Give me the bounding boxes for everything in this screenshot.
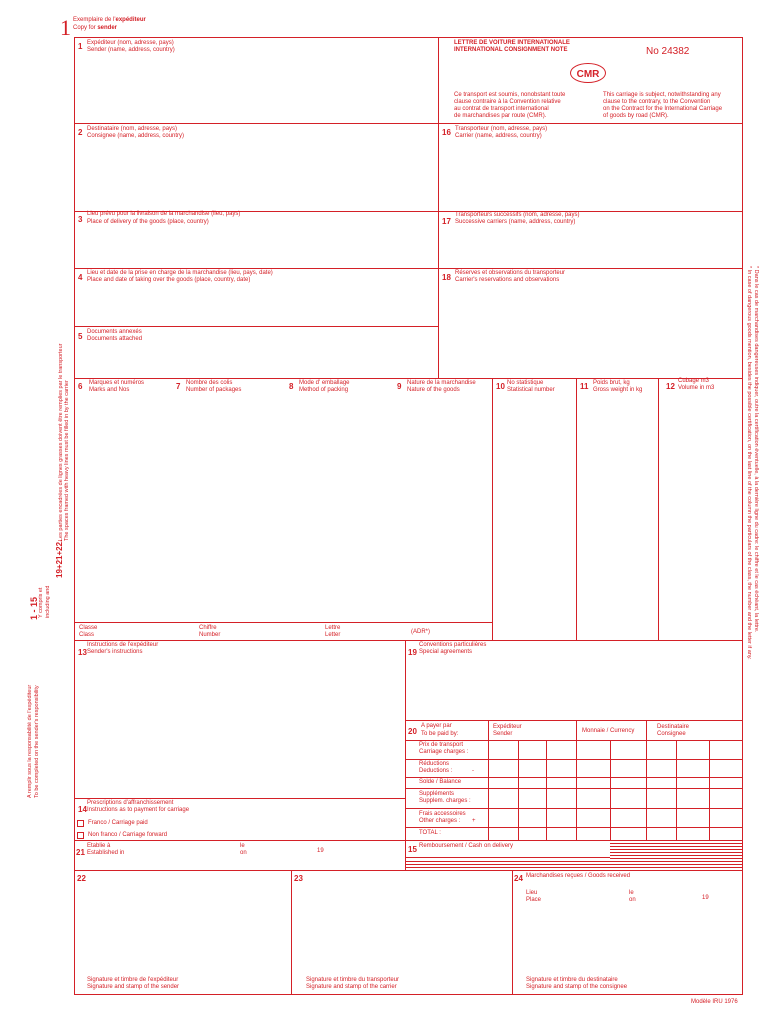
- adr-classe: Classe: [79, 625, 98, 631]
- box14-label-fr: Prescriptions d'affranchissement: [87, 800, 174, 806]
- payment-grid-h3: [405, 788, 743, 789]
- payment-grid-v5: [610, 740, 611, 840]
- top-divider: [438, 37, 439, 378]
- line-b1-b2: [74, 123, 743, 124]
- box4-label-en: Place and date of taking over the goods (place, country, date): [87, 277, 251, 283]
- box23-sig-fr: Signature et timbre du transporteur: [306, 977, 400, 983]
- box7-label-fr: Nombre des colis: [186, 380, 233, 386]
- box15-number: 15: [408, 845, 417, 854]
- box24-on: on: [629, 897, 636, 903]
- box21-le: le: [240, 843, 245, 849]
- box7-number: 7: [176, 382, 181, 391]
- payment-grid-v3: [546, 740, 547, 840]
- payment-grid-h2: [405, 777, 743, 778]
- line-21-bottom: [74, 870, 743, 871]
- box24-sig-en: Signature and stamp of the consignee: [526, 984, 628, 990]
- mid-divider: [405, 640, 406, 870]
- box11-label-fr: Poids brut, kg: [593, 380, 630, 386]
- notice-fr-1: Ce transport est soumis, nonobstant toute: [454, 92, 566, 98]
- box2-label-fr: Destinataire (nom, adresse, pays): [87, 126, 178, 132]
- box21-on: on: [240, 850, 247, 856]
- box22-number: 22: [77, 874, 86, 883]
- cod-shading-8: [405, 864, 743, 865]
- payment-grid-h1: [405, 759, 743, 760]
- title-en: INTERNATIONAL CONSIGNMENT NOTE: [454, 47, 568, 53]
- notice-fr-4: de marchandises par route (CMR).: [454, 113, 547, 119]
- box12-label-fr: Cubage m3: [678, 378, 710, 384]
- goods-col-12: [658, 378, 659, 640]
- copy-label-fr-bold: expéditeur: [115, 17, 146, 23]
- payment-row-1-en: Carriage charges :: [419, 749, 469, 755]
- franco-label: Franco / Carriage paid: [88, 820, 148, 826]
- notice-en-3: on the Contract for the International Carriage: [603, 106, 723, 112]
- notice-en-2: clause to the contrary, to the Convention: [603, 99, 711, 105]
- cod-shading-4: [610, 852, 743, 853]
- box21-year: 19: [317, 848, 324, 854]
- payment-col-consignee-en: Consignee: [657, 731, 686, 737]
- payment-row-5-fr: Frais accessoires: [419, 811, 466, 817]
- box15-label: Remboursement / Cash on delivery: [419, 843, 514, 849]
- margin-left-1: A remplir sous la responsabilité de l'expéditeur: [27, 684, 33, 798]
- box24-title: Marchandises reçues / Goods received: [526, 873, 631, 879]
- payment-row-4-en: Supplem. charges :: [419, 798, 471, 804]
- box2-number: 2: [78, 128, 83, 137]
- cod-shading-7: [405, 861, 743, 862]
- box1-label-fr: Expéditeur (nom, adresse, pays): [87, 40, 174, 46]
- line-b3-b4: [74, 268, 743, 269]
- box24-le: le: [629, 890, 634, 896]
- box14-label-en: Instructions as to payment for carriage: [87, 807, 190, 813]
- box8-label-fr: Mode d' emballage: [299, 380, 350, 386]
- box17-label-en: Successive carriers (name, address, country): [455, 219, 576, 225]
- box16-number: 16: [442, 128, 451, 137]
- payment-grid-v4: [576, 720, 577, 840]
- cod-shading-1: [610, 843, 743, 844]
- notice-en-1: This carriage is subject, notwithstanding any: [603, 92, 721, 98]
- box2-label-en: Consignee (name, address, country): [87, 133, 185, 139]
- box12-number: 12: [666, 382, 675, 391]
- box16-label-fr: Transporteur (nom, adresse, pays): [455, 126, 548, 132]
- box9-number: 9: [397, 382, 402, 391]
- sig-divider-1: [291, 870, 292, 995]
- cmr-logo-text: CMR: [576, 69, 600, 80]
- adr-class: Class: [79, 632, 95, 638]
- box18-label-en: Carrier's reservations and observations: [455, 277, 560, 283]
- box17-number: 17: [442, 217, 451, 226]
- adr-number: Number: [199, 632, 221, 638]
- margin-left-3: Y compris et: [38, 587, 44, 618]
- notice-en-4: of goods by road (CMR).: [603, 113, 669, 119]
- box10-label-fr: No statistique: [507, 380, 544, 386]
- payment-grid-v7: [676, 740, 677, 840]
- copy-label-fr-prefix: Exemplaire de l': [73, 17, 116, 23]
- box3-label-fr: Lieu prévu pour la livraison de la marchandise (lieu, pays): [87, 211, 241, 217]
- box5-label-en: Documents attached: [87, 336, 143, 342]
- cod-shading-5: [610, 855, 743, 856]
- payment-col-currency: Monnaie / Currency: [582, 728, 635, 734]
- margin-left-bold: 19+21+22.: [55, 539, 64, 578]
- box18-label-fr: Réserves et observations du transporteur: [455, 270, 566, 276]
- margin-left-4: including and: [45, 585, 51, 618]
- payment-row-1-fr: Prix de transport: [419, 742, 464, 748]
- adr-chiffre: Chiffre: [199, 625, 217, 631]
- payment-row-3-fr: Solde / Balance: [419, 779, 462, 785]
- box6-number: 6: [78, 382, 83, 391]
- adr-label: (ADR*): [411, 629, 430, 635]
- box21-label-fr: Etablie à: [87, 843, 111, 849]
- payment-grid-h5: [405, 827, 743, 828]
- box19-label-en: Special agreements: [419, 649, 473, 655]
- payment-grid-v8: [709, 740, 710, 840]
- box3-number: 3: [78, 215, 83, 224]
- cod-shading-2: [610, 846, 743, 847]
- payment-row-2-en: Deductions :: [419, 768, 453, 774]
- margin-right-1: * Dans le cas de marchandises dangereuses indiquer, outre la certification éventuelle, à la dernière ligne du cadre: le chiffre et le cas échéant, la lettre.: [753, 266, 759, 633]
- box10-label-en: Statistical number: [507, 387, 555, 393]
- box11-number: 11: [580, 382, 589, 391]
- line-13-14: [74, 798, 405, 799]
- box5-number: 5: [78, 332, 83, 341]
- copy-label-en-bold: sender: [97, 25, 118, 31]
- margin-right-2: * In case of dangerous goods mention, besides the possible certification, on the last line of the column the particulars of the class, the number and the letter if any.: [746, 266, 752, 660]
- franco-checkbox[interactable]: [77, 820, 84, 827]
- box12-label-en: Volume in m3: [678, 385, 715, 391]
- non-franco-label: Non franco / Carriage forward: [88, 832, 168, 838]
- payment-row-2-fr: Réductions: [419, 761, 450, 767]
- goods-col-11: [576, 378, 577, 640]
- payment-row-2-sign: -: [472, 768, 474, 774]
- payment-col-sender-en: Sender: [493, 731, 513, 737]
- box21-number: 21: [76, 848, 85, 857]
- box9-label-fr: Nature de la marchandise: [407, 380, 476, 386]
- box18-number: 18: [442, 273, 451, 282]
- box8-label-en: Method of packing: [299, 387, 349, 393]
- line-goods-adr: [74, 622, 492, 623]
- payment-grid-h4: [405, 808, 743, 809]
- goods-col-10: [492, 378, 493, 640]
- box16-label-en: Carrier (name, address, country): [455, 133, 542, 139]
- box4-label-fr: Lieu et date de la prise en charge de la marchandise (lieu, pays, date): [87, 270, 273, 276]
- cmr-logo: [570, 63, 606, 83]
- box24-sig-fr: Signature et timbre du destinataire: [526, 977, 618, 983]
- payment-col-consignee-fr: Destinataire: [657, 724, 690, 730]
- cod-line: [405, 857, 610, 858]
- cod-shading-3: [610, 849, 743, 850]
- box22-sig-en: Signature and stamp of the sender: [87, 984, 180, 990]
- line-14-21: [74, 840, 743, 841]
- margin-left-5: Les parties encadrées de lignes grasses doivent être remplies par le transporteur: [58, 343, 64, 541]
- payment-header-en: To be paid by:: [421, 731, 459, 737]
- non-franco-checkbox[interactable]: [77, 832, 84, 839]
- line-b5-goods: [74, 378, 743, 379]
- box24-lieu: Lieu: [526, 890, 538, 896]
- box21-label-en: Established in: [87, 850, 125, 856]
- box1-label-en: Sender (name, address, country): [87, 47, 175, 53]
- box7-label-en: Number of packages: [186, 387, 242, 393]
- box4-number: 4: [78, 273, 83, 282]
- line-b4-b5: [74, 326, 438, 327]
- box5-label-fr: Documents annexés: [87, 329, 142, 335]
- box17-label-fr: Transporteurs successifs (nom, adresse, pays): [455, 212, 580, 218]
- margin-left-2: To be completed on the sender's responsibility: [34, 685, 40, 798]
- box24-year: 19: [702, 895, 709, 901]
- copy-number: 1: [60, 15, 71, 40]
- payment-grid-h0: [405, 740, 743, 741]
- box3-label-en: Place of delivery of the goods (place, country): [87, 219, 209, 225]
- box23-sig-en: Signature and stamp of the carrier: [306, 984, 397, 990]
- sig-divider-2: [512, 870, 513, 995]
- adr-lettre: Lettre: [325, 625, 341, 631]
- payment-grid-v2: [518, 740, 519, 840]
- line-goods-bottom: [74, 640, 743, 641]
- notice-fr-3: au contrat de transport international: [454, 106, 549, 112]
- box1-number: 1: [78, 42, 83, 51]
- payment-total: TOTAL :: [419, 830, 441, 836]
- box8-number: 8: [289, 382, 294, 391]
- box6-label-fr: Marques et numéros: [89, 380, 145, 386]
- box19-number: 19: [408, 648, 417, 657]
- payment-row-4-fr: Suppléments: [419, 791, 455, 797]
- line-19-20: [405, 720, 743, 721]
- copy-label-en: [73, 25, 117, 32]
- box24-number: 24: [514, 874, 523, 883]
- margin-left-range: 1 - 15: [29, 596, 39, 620]
- box20-number: 20: [408, 727, 417, 736]
- margin-left-6: The spaces framed with heavy lines must be filled in by the carrier: [64, 380, 70, 541]
- box13-label-en: Sender's instructions: [87, 649, 143, 655]
- box10-number: 10: [496, 382, 505, 391]
- payment-grid-v1: [488, 720, 489, 840]
- copy-label-en-prefix: Copy for: [73, 25, 98, 31]
- copy-label-fr: [73, 17, 146, 24]
- box19-label-fr: Conventions particulières: [419, 642, 487, 648]
- payment-row-5-en: Other charges :: [419, 818, 461, 824]
- box14-number: 14: [78, 805, 87, 814]
- title-fr: LETTRE DE VOITURE INTERNATIONALE: [454, 40, 570, 46]
- box24-place: Place: [526, 897, 542, 903]
- box13-number: 13: [78, 648, 87, 657]
- cod-shading-9: [405, 867, 743, 868]
- payment-col-sender-fr: Expéditeur: [493, 724, 522, 730]
- payment-header-fr: A payer par: [421, 723, 452, 729]
- box9-label-en: Nature of the goods: [407, 387, 460, 393]
- payment-grid-v6: [646, 720, 647, 840]
- model-label: Modèle IRU 1976: [691, 999, 738, 1005]
- box11-label-en: Gross weight in kg: [593, 387, 643, 393]
- consignment-number: No 24382: [646, 46, 690, 57]
- box6-label-en: Marks and Nos: [89, 387, 130, 393]
- notice-fr-2: clause contraire à la Convention relative: [454, 99, 561, 105]
- box22-sig-fr: Signature et timbre de l'expéditeur: [87, 977, 179, 983]
- box23-number: 23: [294, 874, 303, 883]
- payment-row-5-sign: +: [472, 818, 476, 824]
- box13-label-fr: Instructions de l'expéditeur: [87, 642, 159, 648]
- adr-letter: Letter: [325, 632, 341, 638]
- cod-shading-6: [610, 858, 743, 859]
